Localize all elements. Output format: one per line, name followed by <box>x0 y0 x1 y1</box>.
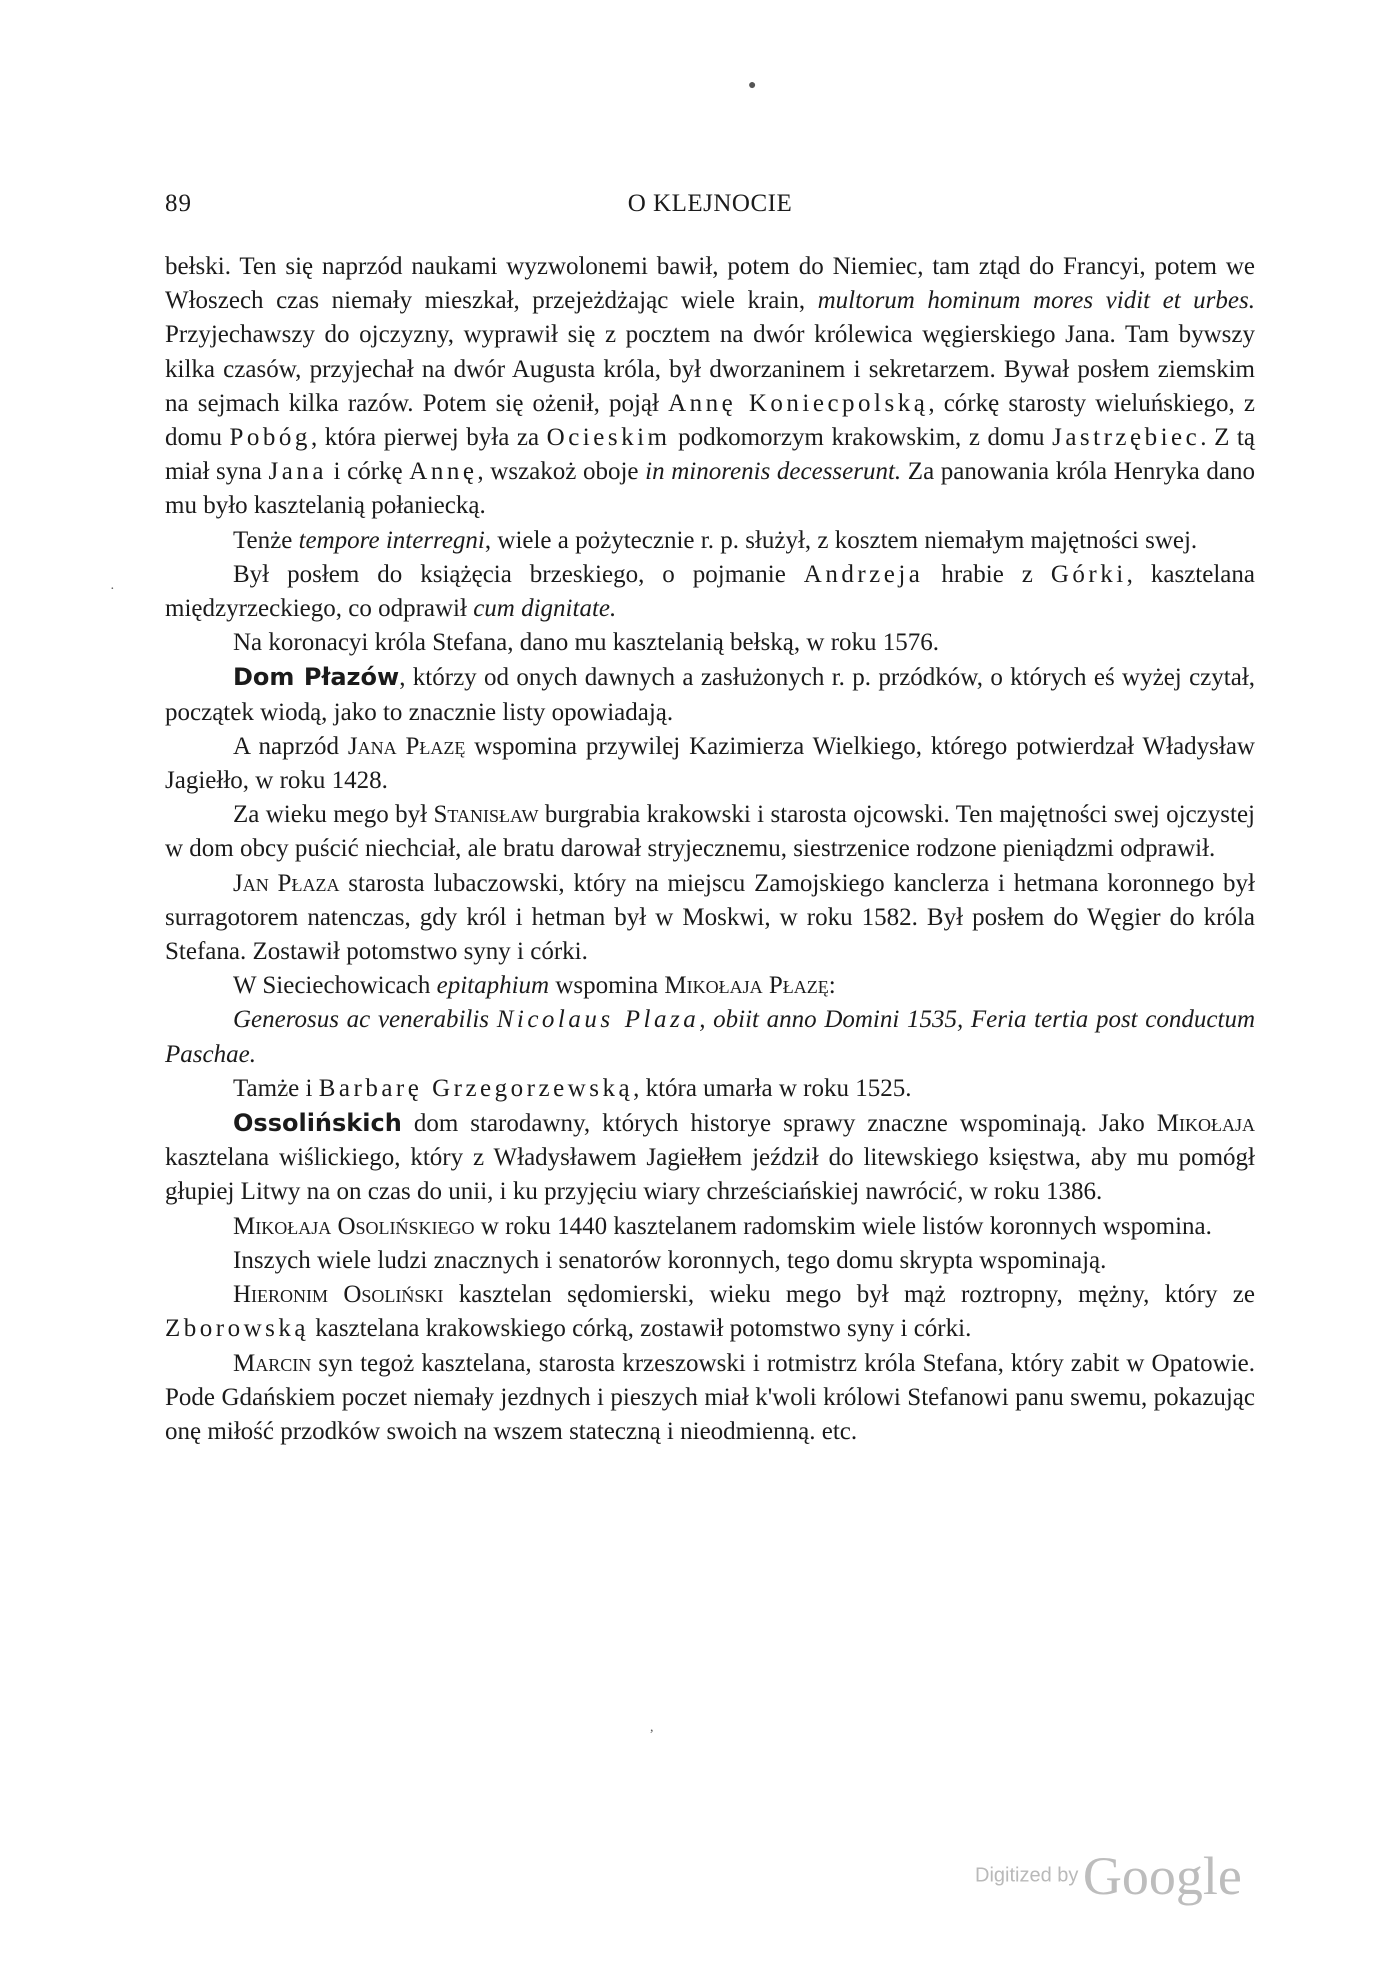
page-number: 89 <box>165 190 192 217</box>
paragraph: Tenże tempore interregni, wiele a pożytecznie r. p. służył, z kosztem niemałym majętności swej. <box>233 526 1198 554</box>
google-logo-icon: Google <box>1082 1846 1242 1906</box>
paragraph: Jan Płaza starosta lubaczowski, który na miejscu Zamojskiego kanclerza i hetmana koronnego był surragotorem natenczas, gdy król i hetman był w Moskwi, w roku 1582. Był posłem do Węgier do króla Stefana. Zostawił potomstwo syny i córki. <box>165 869 1256 966</box>
scan-speck: , <box>650 1720 654 1735</box>
paragraph: A naprzód Jana Płazę wspomina przywilej Kazimierza Wielkiego, którego potwierdzał Władysław Jagiełło, w roku 1428. <box>165 732 1255 795</box>
paragraph: W Sieciechowicach epitaphium wspomina Mikołaja Płazę: <box>233 972 836 1000</box>
google-watermark <box>975 1845 1242 1907</box>
paragraph: Na koronacyi króla Stefana, dano mu kasztelanią bełską, w roku 1576. <box>233 629 940 657</box>
paragraph: Był posłem do książęcia brzeskiego, o pojmanie Andrzeja hrabie z Górki, kasztelana międzyrzeckiego, co odprawił cum dignitate. <box>165 560 1255 623</box>
paragraph: Za wieku mego był Stanisław burgrabia krakowski i starosta ojcowski. Ten majętności swej ojczystej w dom obcy puścić niechciał, ale bratu darował stryjecznemu, siestrzenice rodzone pieniądzmi odprawił. <box>165 801 1255 863</box>
paragraph: Inszych wiele ludzi znacznych i senatorów koronnych, tego domu skrypta wspominają. <box>233 1246 1107 1274</box>
paragraph: Mikołaja Osolińskiego w roku 1440 kasztelanem radomskim wiele listów koronnych wspomina. <box>233 1212 1212 1240</box>
section-heading-ossolinskich: Ossolińskich <box>233 1109 402 1138</box>
watermark-prefix: Digitized by <box>975 1864 1079 1887</box>
paragraph: bełski. Ten się naprzód naukami wyzwolonemi bawił, potem do Niemiec, tam ztąd do Francyi, potem we Włoszech czas niemały mieszkał, przejeżdżając wiele krain, multorum hominum mores vidit et urbes. Przyjechawszy do ojczyzny, wyprawił się z pocztem na dwór królewica węgierskiego Jana. Tam bywszy kilka czasów, przyjechał na dwór Augusta króla, był dworzaninem i sekretarzem. Bywał posłem ziemskim na sejmach kilka razów. Potem się ożenił, pojął Annę Koniecpolską, córkę starosty wieluńskiego, z domu Pobóg, która pierwej była za Ocieskim podkomorzym krakowskim, z domu Jastrzębiec. Z tą miał syna Jana i córkę Annę, wszakoż oboje in minorenis decesserunt. Za panowania króla Henryka dano mu było kasztelanią połaniecką. <box>165 253 1255 520</box>
scan-speck: · <box>110 582 115 597</box>
paragraph: Dom Płazów, którzy od onych dawnych a zasłużonych r. p. przódków, o których eś wyżej czytał, początek wiodą, jako to znacznie listy opowiadają. <box>165 663 1256 726</box>
running-title: O KLEJNOCIE <box>627 190 793 217</box>
section-heading-plazow: Dom Płazów <box>233 663 400 692</box>
page-header <box>165 190 1255 230</box>
paragraph: Tamże i Barbarę Grzegorzewską, która umarła w roku 1525. <box>233 1074 912 1102</box>
epitaph-quote: Generosus ac venerabilis Nicolaus Plaza, obiit anno Domini 1535, Feria tertia post conductum Paschae. <box>165 1006 1255 1068</box>
scan-speck: ● <box>748 78 757 93</box>
paragraph: Marcin syn tegoż kasztelana, starosta krzeszowski i rotmistrz króla Stefana, który zabit w Opatowie. Pode Gdańskiem poczet niemały jezdnych i pieszych miał k'woli królowi Stefanowi panu swemu, pokazując onę miłość przodków swoich na wszem stateczną i nieodmienną. etc. <box>165 1349 1255 1445</box>
body-text <box>165 250 1255 1449</box>
paragraph: Hieronim Osoliński kasztelan sędomierski, wieku mego był mąż roztropny, mężny, który ze Zborowską kasztelana krakowskiego córką, zostawił potomstwo syny i córki. <box>165 1281 1255 1343</box>
paragraph: Ossolińskich dom starodawny, których historye sprawy znaczne wspominają. Jako Mikołaja kasztelana wiślickiego, który z Władysławem Jagiełłem jeździł do litewskiego księstwa, aby mu pomógł głupiej Litwy na on czas do unii, i ku przyjęciu wiary chrześciańskiej nawrócić, w roku 1386. <box>165 1109 1255 1206</box>
